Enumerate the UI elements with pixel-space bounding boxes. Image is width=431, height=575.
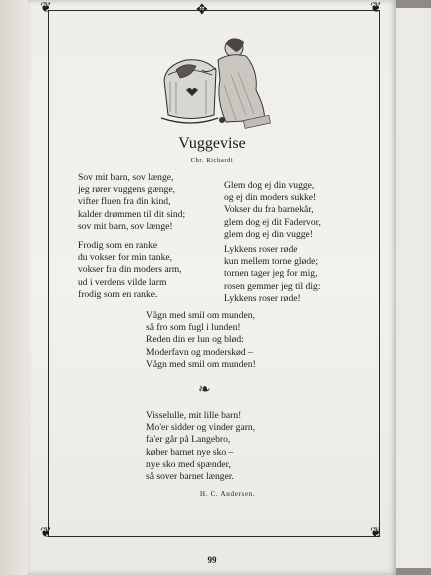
poem-line: så fro som fugl i lunden! [146,322,241,334]
poem-title: Vuggevise [178,135,246,152]
book-page [28,0,396,575]
poem-line: Lykkens roser røde [224,244,298,255]
poem-author: Chr. Richardt [190,157,234,164]
poem-line: Lykkens roser røde! [224,292,301,304]
poem-author: H. C. Andersen. [200,490,256,498]
mother-cradle-illustration [146,30,276,130]
stanza-1 [78,172,185,233]
poem-line: kun mellem torne gløde; [224,256,319,268]
poem-line: Visselulle, mit lille barn! [146,410,242,421]
corner-ornament-icon: ❦ [40,1,52,16]
poem-line: vokser fra din moders arm, [78,264,182,276]
poem-line: kalder drømmen til dit sind; [78,208,186,220]
page-number: 99 [207,555,217,565]
corner-ornament-icon: ❦ [370,1,382,16]
corner-ornament-icon: ❦ [370,526,382,541]
poem-line: Vågn med smil om munden, [146,310,255,321]
poem-line: Sov mit barn, sov længe, [78,172,174,183]
poem-line: Frodig som en ranke [78,240,158,251]
fleuron-divider-icon: ❧ [198,382,211,398]
poem-line: frodig som en ranke. [78,288,158,300]
poem-line: Glem dog ej din vugge, [224,180,315,191]
stanza-3 [224,180,321,241]
corner-ornament-icon: ❦ [40,526,52,541]
poem-line: glem dog ej dit Fadervor, [224,216,321,228]
poem-line: du vokser for min tanke, [78,252,173,264]
stanza-2 [78,240,182,301]
poem-line: nye sko med spænder, [146,458,231,470]
poem-line: køber barnet nye sko – [146,446,234,458]
poem-line: Moderfavn og moderskød – [146,346,253,358]
stanza-5 [146,310,256,371]
poem-line: Vågn med smil om munden! [146,358,256,370]
poem-line: ud i verdens vilde larm [78,276,167,288]
poem-line: vifter fluen fra din kind, [78,196,171,208]
poem-line: tornen tager jeg for mig, [224,268,318,280]
poem-line: glem dog ej din vugge! [224,228,313,240]
stanza-6 [146,410,255,483]
top-ornament-icon: ✥ [196,3,208,18]
poem-line: rosen gemmer jeg til dig: [224,280,321,292]
poem-line: Mo'er sidder og vinder garn, [146,422,256,434]
poem-line: og ej din moders sukke! [224,192,317,204]
poem-line: sov mit barn, sov længe! [78,220,173,232]
poem-line: fa'er går på Langebro, [146,434,231,446]
poem-line: Vokser du fra barnekår, [224,204,314,216]
poem-line: jeg rører vuggens gænge, [78,184,175,196]
stanza-4 [224,244,320,305]
poem-line: så sover barnet længer. [146,471,234,483]
poem-line: Reden din er lun og blød: [146,334,244,346]
